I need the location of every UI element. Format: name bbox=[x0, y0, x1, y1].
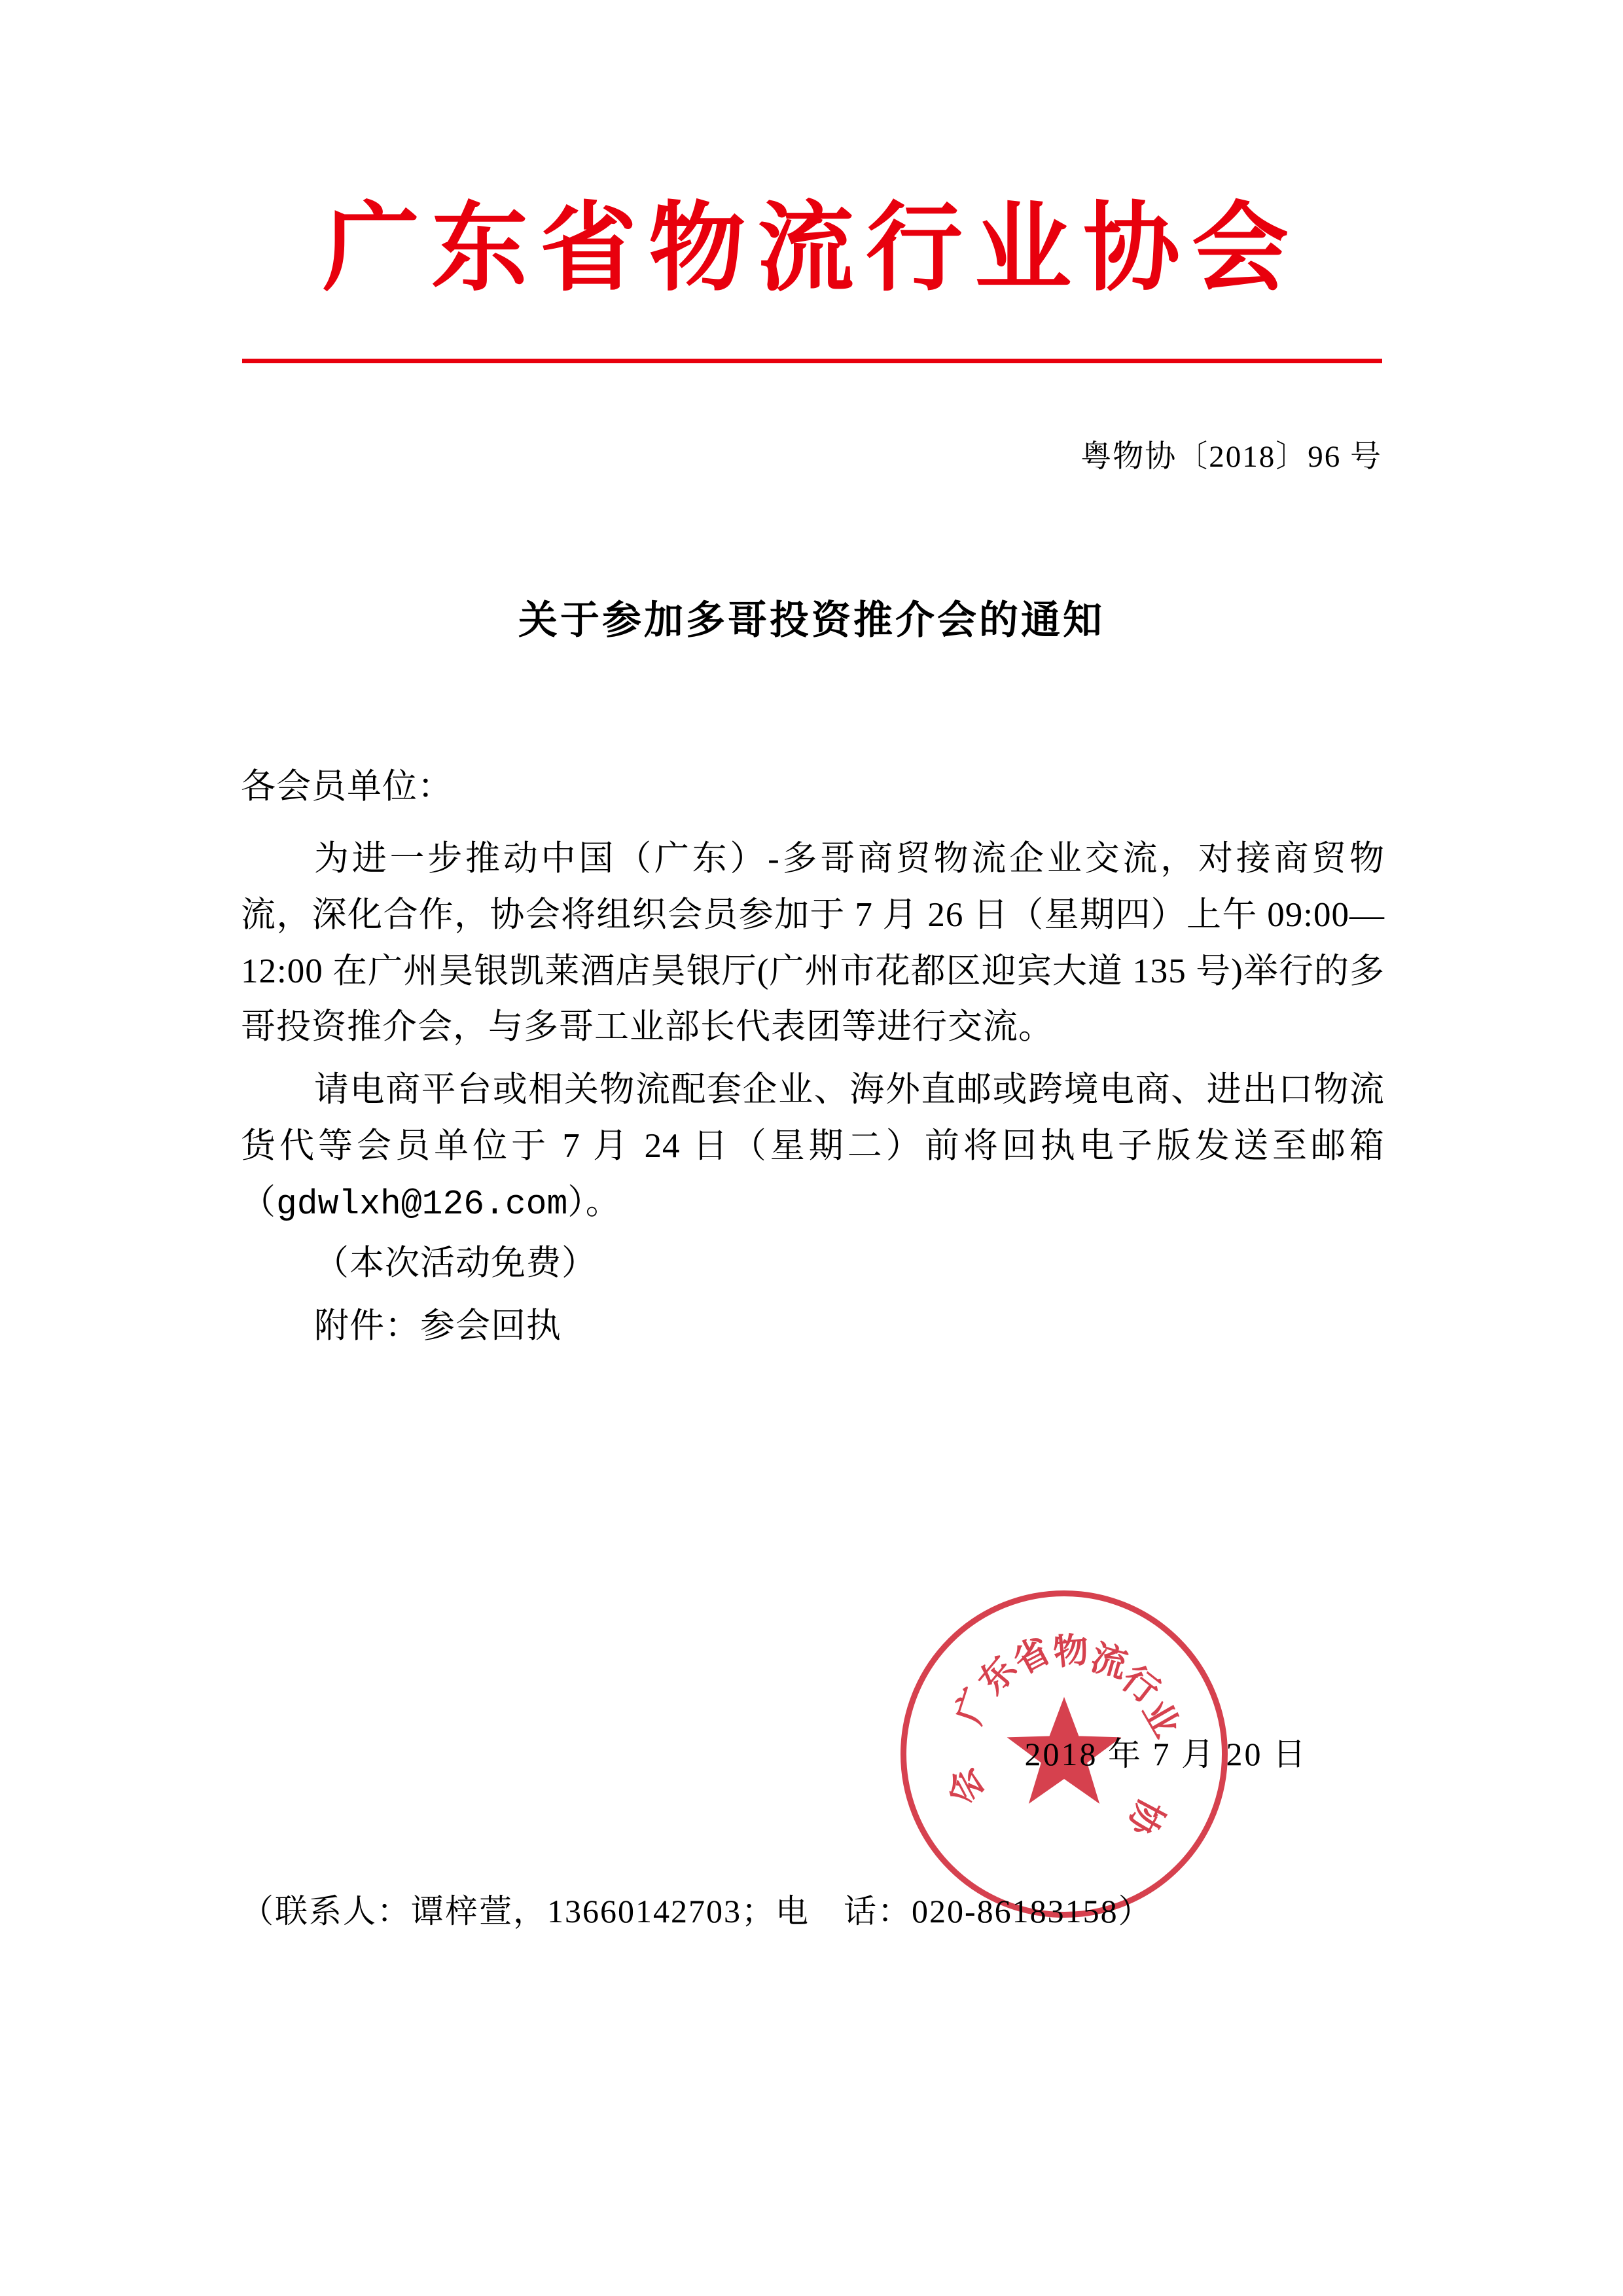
reply-text-part-1: 请电商平台或相关物流配套企业、海外直邮或跨境电商、进出口物流货代等会员单位于 7 月 24 日（星期二）前将回执电子版发送至邮箱（ bbox=[241, 1071, 1385, 1222]
seal-char-6: 行 bbox=[1114, 1659, 1167, 1712]
seal-char-2: 东 bbox=[971, 1649, 1024, 1702]
paragraph-reply-instructions bbox=[241, 1062, 1385, 1233]
document-title: 关于参加多哥投资推介会的通知 bbox=[518, 599, 1105, 642]
seal-char-1: 广 bbox=[949, 1683, 997, 1729]
seal-char-7: 业 bbox=[1135, 1693, 1187, 1744]
letterhead bbox=[0, 196, 1623, 303]
reply-text-part-2: ）。 bbox=[567, 1183, 621, 1222]
header-divider-rule bbox=[242, 359, 1382, 363]
seal-char-5: 流 bbox=[1086, 1638, 1132, 1685]
seal-char-9: 会 bbox=[940, 1761, 992, 1811]
issue-date: 2018 年 7 月 20 日 bbox=[1024, 1736, 1308, 1772]
seal-char-4: 物 bbox=[1051, 1630, 1091, 1673]
document-number: 粤物协〔2018〕96 号 bbox=[1080, 440, 1382, 474]
salutation: 各会员单位： bbox=[241, 768, 453, 806]
reply-email: gdwlxh@126.com bbox=[276, 1185, 568, 1225]
note-free-event: （本次活动免费） bbox=[314, 1244, 597, 1282]
paragraph-invitation: 为进一步推动中国（广东）-多哥商贸物流企业交流，对接商贸物流，深化合作，协会将组织会员参加于 7 月 26 日（星期四）上午 09:00—12:00 在广州昊银凯莱酒店昊银厅(广州市花都区迎宾大道 135 号)举行的多哥投资推介会，与多哥工业部长代表团等进行交流。 bbox=[241, 839, 1385, 1047]
contact-line: （联系人：谭梓萱，13660142703；电 话：020-86183158） bbox=[241, 1893, 1152, 1929]
seal-char-3: 省 bbox=[1007, 1630, 1057, 1682]
organization-name: 广东省物流行业协会 bbox=[323, 196, 1300, 303]
seal-char-8: 协 bbox=[1120, 1792, 1171, 1842]
attachment-note: 附件：参会回执 bbox=[314, 1306, 562, 1345]
document-body bbox=[241, 759, 1385, 1361]
